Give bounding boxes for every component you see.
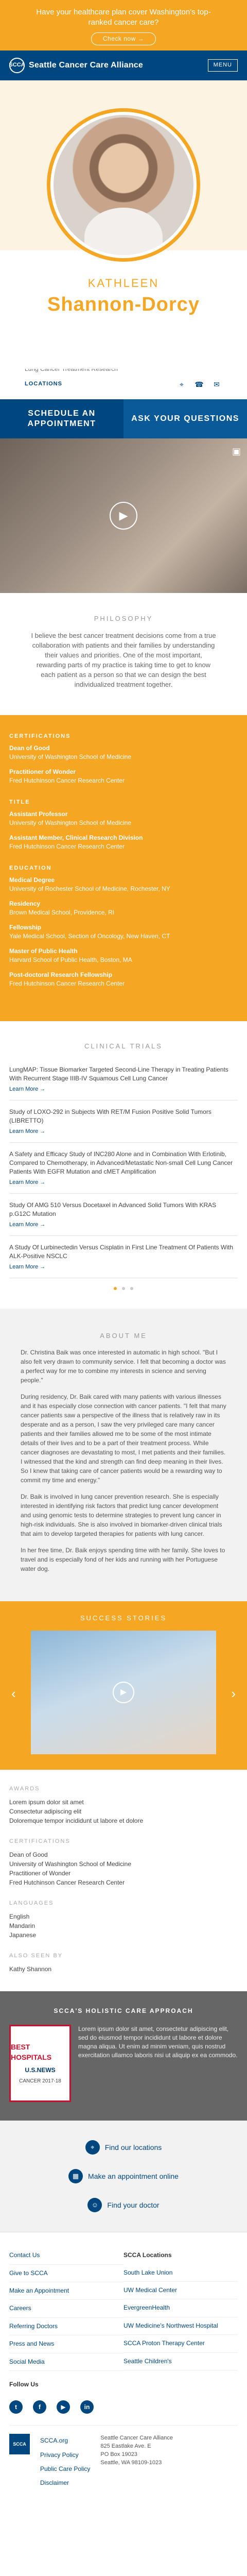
footer-link[interactable]: Contact Us [9,2247,123,2264]
play-icon[interactable]: ▶ [110,502,137,530]
map-pin-icon: ⌖ [85,2140,100,2155]
social-links [9,2389,238,2425]
mail-icon[interactable]: ✉ [214,380,220,388]
title-group [9,799,238,851]
credential-detail: Yale Medical School, Section of Oncology, New Haven, CT [9,932,170,940]
footer-link[interactable]: Careers [9,2300,123,2317]
credential-entry [9,876,238,893]
philosophy-text: I believe the best cancer treatment decisions come from a true collaboration with patients and their families by understanding their values and priorities. One of the most important, rewarding parts of my practice is taking time to get to know each patient as a person so that we can design the best individualized treatment together. [31,631,216,688]
credential-detail: University of Washington School of Medicine [9,819,131,826]
footer-location-link[interactable]: Seattle Children's [123,2353,238,2370]
award-item: Lorem ipsum dolor sit amet [9,1798,84,1806]
facebook-icon[interactable]: f [33,2400,46,2414]
doctor-hero [0,80,247,369]
credential-detail: University of Washington School of Medicine [9,753,131,760]
schedule-appointment-button[interactable]: SCHEDULE AN APPOINTMENT [0,399,123,438]
footer-link[interactable]: Press and News [9,2335,123,2353]
language-item: English [9,1912,30,1920]
trial-item[interactable] [9,1100,238,1143]
philosophy-heading: PHILOSOPHY [94,614,153,622]
twitter-icon[interactable]: t [9,2400,23,2414]
education-heading: EDUCATION [9,865,52,871]
footer-legal-link[interactable]: SCCA.org [40,2437,68,2445]
find-doctor-link[interactable] [0,2191,247,2219]
credential-entry [9,810,238,827]
about-paragraph: In her free time, Dr. Baik enjoys spending time with her family. She loves to travel and is especially fond of her kids and running with her Portuguese water dog. [21,1547,225,1573]
about-heading: ABOUT ME [100,1332,147,1340]
trial-item[interactable] [9,1143,238,1194]
footer-logo[interactable]: SCCA [9,2434,30,2454]
locations-row [25,379,222,390]
story-video[interactable] [31,1631,216,1754]
credential-entry [9,923,238,941]
award-item: Doloremque tempor incididunt ut labore et dolore [9,1817,144,1824]
address-line: Seattle Cancer Care Alliance [100,2435,173,2442]
also-seen-heading: ALSO SEEN BY [9,1952,63,1959]
footer-column-locations [123,2247,238,2371]
award-item: Consectetur adipiscing elit [9,1807,82,1815]
about-paragraph: During residency, Dr. Baik cared with many patients with various illnesses and it has especially close connection with cancer patients. "I felt that many cancer patients saw a perspective of the illness that is relatively raw in its desperate and as a person, I saw the very privileged care many cancer patients and their families allowed me to be some of the most intimate details of their lives and to be a part of their treatment process. While cancer diagnoses are devastating to most, I met patients and their families. I witnessed that the kind and strength can find deep meaning in their lives. So I knew that taking care of cancer patients would be a rewarding way to commit my time and energy." [21,1393,226,1484]
footer-columns [9,2247,238,2371]
doctor-photo-frame [47,108,200,262]
footer-legal-link[interactable]: Public Care Policy [40,2465,91,2473]
address-line: PO Box 19023 [100,2451,137,2458]
chevron-left-icon[interactable]: ‹ [11,1686,16,1702]
site-footer [0,2232,247,2500]
badge-brand: U.S.NEWS [25,2066,56,2074]
certifications-heading: CERTIFICATIONS [9,1838,70,1844]
calendar-icon: ▦ [68,2169,83,2183]
trial-item[interactable] [9,1194,238,1236]
carousel-dots [9,1278,238,1298]
credential-title: Residency [9,900,41,907]
trial-item[interactable] [9,1236,238,1278]
footer-location-link[interactable]: UW Medical Center [123,2282,238,2299]
menu-button[interactable]: MENU [208,59,238,72]
footer-location-link[interactable]: UW Medicine's Northwest Hospital [123,2317,238,2335]
footer-legal-links [40,2434,90,2490]
clinical-trials-heading: CLINICAL TRIALS [84,1042,163,1050]
credential-entry [9,768,238,785]
credential-entry [9,744,238,761]
footer-address [100,2434,173,2467]
credential-detail: Fred Hutchinson Cancer Research Center [9,776,125,784]
footer-link[interactable]: Make an Appointment [9,2282,123,2300]
promo-text: Have your healthcare plan cover Washington's top-ranked cancer care? [36,8,211,27]
credential-detail: Harvard School of Public Health, Boston, MA [9,956,132,963]
doctor-photo [54,115,193,255]
carousel-dot[interactable] [122,1287,125,1290]
credential-entry [9,971,238,988]
check-now-button[interactable]: Check now → [91,32,156,45]
footer-bottom [9,2425,238,2490]
carousel-dot[interactable] [130,1287,133,1290]
logo-icon: SCCA [9,58,25,73]
footer-legal-link[interactable]: Disclaimer [40,2479,69,2487]
credential-title: Practitioner of Wonder [9,1869,71,1877]
about-paragraph: Dr. Christina Baik was once interested in automatic in high school. "But I also felt very drawn to community service. I felt that becoming a doctor was a perfect way for me to combine my interests in science and serving people." [21,1349,226,1384]
video-camera-icon: ▣ [232,446,241,456]
map-pin-icon[interactable]: ⌖ [180,380,184,388]
trial-title: A Safety and Efficacy Study of INC280 Alone and in Combination With Erlotinib, Compared to Chemotherapy, in Advanced/Metastatic Non-small Cell Lung Cancer Patients With EGFR Mutation and cMET Amplification [9,1150,233,1176]
credential-detail: Brown Medical School, Providence, RI [9,908,115,916]
footer-column-main [9,2247,123,2371]
credential-title: Assistant Member, Clinical Research Division [9,834,143,841]
certifications-block [9,1838,238,1887]
learn-more-link[interactable]: Learn More → [9,1086,46,1093]
promo-banner [0,0,247,50]
holistic-content [9,2025,238,2102]
trial-title: Study of LOXO-292 in Subjects With RET/M Fusion Positive Solid Tumors (LIBRETTO) [9,1108,211,1125]
make-appointment-link[interactable] [0,2162,247,2191]
footer-locations-heading: SCCA Locations [123,2251,172,2259]
learn-more-link[interactable]: Learn More → [9,1179,46,1186]
contact-icons [176,379,222,390]
doctor-first-name: KATHLEEN [87,277,160,290]
holistic-text: Lorem ipsum dolor sit amet, consectetur adipiscing elit, sed do eiusmod tempor incididunt ut labore et dolore magna aliqua. Ut enim ad minim veniam, quis nostrud exercitation ullamco laboris nisi ut aliquip ex ea commodo. [78,2025,238,2059]
person-icon: ☺ [87,2198,102,2212]
address-line: 825 Eastlake Ave. E [100,2443,151,2450]
site-header [0,50,247,80]
education-group [9,865,238,988]
play-icon[interactable]: ▶ [113,1682,134,1703]
linkedin-icon[interactable]: in [80,2400,94,2414]
credential-entry [9,834,238,851]
title-heading: TITLE [9,799,30,805]
success-stories-section [0,1601,247,1770]
credential-detail: University of Rochester School of Medicine, Rochester, NY [9,885,170,892]
credential-entry [9,947,238,964]
awards-heading: AWARDS [9,1786,40,1792]
footer-link[interactable]: Social Media [9,2353,123,2371]
footer-legal-link[interactable]: Privacy Policy [40,2451,79,2459]
address-line: Seattle, WA 98109-1023 [100,2460,162,2466]
credential-detail: University of Washington School of Medicine [9,1860,131,1868]
ask-questions-button[interactable]: ASK YOUR QUESTIONS [123,399,247,438]
certifications-heading: CERTIFICATIONS [9,733,71,739]
find-locations-link[interactable] [0,2133,247,2162]
languages-block [9,1900,238,1940]
logo-text: Seattle Cancer Care Alliance [29,61,143,70]
language-item: Japanese [9,1931,37,1939]
credential-title: Dean of Good [9,1851,48,1858]
credential-title: Fellowship [9,923,42,931]
footer-location-link[interactable]: SCCA Proton Therapy Center [123,2335,238,2352]
locations-label[interactable]: LOCATIONS [25,380,62,387]
about-paragraph: Dr. Baik is involved in lung cancer prevention research. She is especially interested in identifying risk factors that predict lung cancer development and using genomic tests to determine strategies to prevent lung cancer in high-risk individuals. She is also involved in biomarker-driven clinical trials that aim to develop targeted therapies for patients with lung cancer. [21,1493,222,1538]
trial-item[interactable] [9,1058,238,1100]
credentials-section [0,715,247,1021]
language-item: Mandarin [9,1922,36,1929]
badge-title: BEST HOSPITALS [11,2042,52,2062]
trial-title: Study Of AMG 510 Versus Docetaxel in Advanced Solid Tumors With KRAS p.G12C Mutation [9,1201,217,1218]
also-seen-block [9,1952,238,1974]
credential-detail: Fred Hutchinson Cancer Research Center [9,979,125,987]
credential-detail: Fred Hutchinson Cancer Research Center [9,842,125,850]
trial-title: LungMAP: Tissue Biomarker Targeted Second-Line Therapy in Treating Patients With Recurrent Stage IIIB-IV Squamous Cell Lung Cancer [9,1066,228,1082]
holistic-heading: SCCA'S HOLISTIC CARE APPROACH [54,2007,193,2014]
details-section [0,1770,247,1991]
learn-more-link[interactable]: Learn More → [9,1128,46,1135]
youtube-icon[interactable]: ▶ [57,2400,70,2414]
success-stories-heading: SUCCESS STORIES [80,1614,167,1622]
footer-link[interactable]: Referring Doctors [9,2318,123,2335]
cta-row [0,399,247,438]
quick-actions [0,2121,247,2232]
also-seen-name[interactable]: Kathy Shannon [9,1965,52,1973]
follow-us-heading: Follow Us [9,2380,39,2388]
doctor-last-name: Shannon-Dorcy [47,294,200,315]
credential-detail: Fred Hutchinson Cancer Research Center [9,1878,125,1886]
badge-subtitle: CANCER 2017-18 [19,2078,61,2084]
find-doctor-label: Find your doctor [107,2201,160,2210]
credential-title: Practitioner of Wonder [9,768,76,775]
footer-location-link[interactable]: South Lake Union [123,2264,238,2282]
carousel-dot[interactable] [114,1287,117,1290]
learn-more-link[interactable]: Learn More → [9,1222,46,1228]
footer-link[interactable]: Give to SCCA [9,2265,123,2282]
trial-title: A Study Of Lurbinectedin Versus Cisplatin in First Line Treatment Of Patients With ALK-Positive NSCLC [9,1244,233,1260]
doctor-video[interactable] [0,438,247,593]
make-appointment-label: Make an appointment online [88,2172,179,2181]
credential-entry [9,900,238,917]
find-locations-label: Find our locations [104,2143,162,2152]
footer-location-link[interactable]: EvergreenHealth [123,2299,238,2317]
credential-title: Master of Public Health [9,947,78,955]
credential-title: Assistant Professor [9,810,68,818]
learn-more-link[interactable]: Learn More → [9,1264,46,1270]
awards-block [9,1785,238,1825]
languages-heading: LANGUAGES [9,1900,54,1906]
about-section [0,1309,247,1601]
philosophy-section [0,593,247,715]
chevron-right-icon[interactable]: › [231,1686,236,1702]
credential-title: Post-doctoral Research Fellowship [9,971,113,978]
certifications-group [9,733,238,785]
clinical-trials-section [0,1021,247,1309]
holistic-care-section [0,1991,247,2121]
best-hospitals-badge [9,2025,71,2102]
phone-icon[interactable]: ☎ [195,380,204,388]
credential-title: Medical Degree [9,876,55,884]
credential-title: Dean of Good [9,744,50,752]
site-logo[interactable] [9,58,143,73]
